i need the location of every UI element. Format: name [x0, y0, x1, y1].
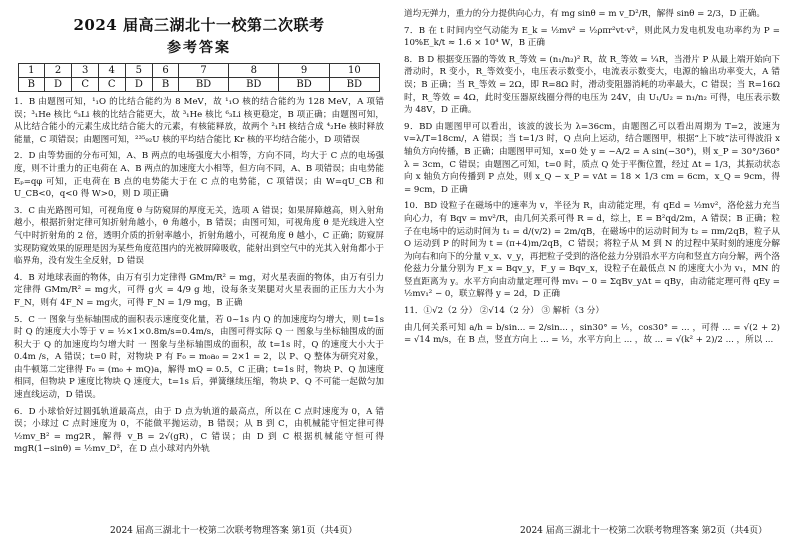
solution-paragraph: 道均无弹力，重力的分力提供向心力，有 mg sinθ = m v_D²/R，解得 sinθ = 2/3，D 正确。: [404, 9, 765, 19]
page-footer-right: 2024 届高三湖北十一校第二次联考物理答案 第2页（共4页）: [520, 526, 768, 536]
question-number: 7: [178, 64, 228, 78]
right-page: [404, 8, 780, 351]
exam-title: 2024 届高三湖北十一校第二次联考: [73, 16, 325, 34]
answer-cell: B: [153, 78, 179, 92]
answer-cell: D: [125, 78, 153, 92]
question-number: 5: [125, 64, 153, 78]
solution-paragraph: 4．B 对地球表面的物体，由万有引力定律得 GMm/R² = mg，对火星表面的物体，由万有引力定律得 GMm/R² = mg火，可得 g火 = 4/9 g 地，设每条支架腿对火星表面的正压力大小为 F_N，则有 4F_N = mg火，可得 F_N = 1/9 mg，B 正确: [14, 272, 384, 308]
answer-cell: BD: [178, 78, 228, 92]
question-number: 8: [229, 64, 279, 78]
solution-paragraph: 由几何关系可知 a/h = b/sin... = 2/sin... ，sin30° = ½，cos30° = ... ，可得 ... = √(2 + 2) = √14 m/s，在 B 点，竖直方向上 ... = ½，水平方向上 ... ，故 ... = √(k² + 2)/2 ... ，所以 ...: [404, 322, 780, 346]
answer-cell: BD: [279, 78, 329, 92]
page-footer-left: 2024 届高三湖北十一校第二次联考物理答案 第1页（共4页）: [110, 526, 358, 536]
question-number: 2: [44, 64, 72, 78]
solution-paragraph: 3．C 由光路图可知，可视角度 θ 与防窥屏的厚度无关，选项 A 错误；如果屏障越高，则入射角越小，根据折射定律可知折射角越小，θ 角越小，B 错误；由图可知，可视角度 θ 是光线进入空气中时折射角的 2 倍，透明介质的折射率越小，折射角越小，可视角度 θ 越小，C 正确；防窥屏实现防窥效果的原理是因为某些角度范围内的光被屏障吸收，能射出到空气中的光其入射角都小于临界角，没有发生全反射，D 错误: [14, 205, 384, 267]
question-number: 1: [19, 64, 45, 78]
question-number: 9: [279, 64, 329, 78]
answer-cell: C: [98, 78, 125, 92]
answer-table: [18, 63, 380, 92]
answer-cell: C: [72, 78, 99, 92]
solution-paragraph: 6．D 小球恰好过圆弧轨道最高点，由于 D 点为轨道的最高点，所以在 C 点时速度为 0，A 错误；小球过 C 点时速度为 0，不能做平抛运动，B 错误；从 B 到 C，由机械能守恒定律可得 ½mv_B² = mg2R，解得 v_B = 2√(gR)，C 错误；由 D 到 C 根据机械能守恒可得 mgR(1−sinθ) = ½mv_D²，在 D 点小球对内外轨: [14, 406, 384, 455]
left-page: [14, 8, 384, 460]
question-number: 6: [153, 64, 179, 78]
solution-paragraph: 9．BD 由题图甲可以看出，该波的波长为 λ=36cm，由题图乙可以看出周期为 T=2，波速为 v=λ/T=18cm/，A 错误；当 t=1/3 时，Q 点向上运动，结合题图甲，根据“上下坡”法可得波沿 x 轴负方向传播，B 正确；由题图甲可知，x=0 处 y = −A/2 = A sin(−30°)，则 x_P = 30°/360° λ = 3cm，C 错误；由题图乙可知，t=0 时，质点 Q 处于平衡位置，经过 Δt = 1/3，其振动状态向 x 轴负方向传播到 P 点处，则 x_Q − x_P = vΔt = 18 × 1/3 cm = 6cm，x_Q = 9cm，得 = 9cm，D 正确: [404, 121, 780, 195]
question-number: 10: [329, 64, 379, 78]
answer-cell: BD: [229, 78, 279, 92]
question-number: 3: [72, 64, 99, 78]
question-number: 4: [98, 64, 125, 78]
solution-paragraph: 10．BD 设粒子在磁场中的速率为 v，半径为 R，由动能定理，有 qEd = ½mv²，洛伦兹力充当向心力，有 Bqv = mv²/R，由几何关系可得 R = d，综上，E = B²qd/2m，A 错误；B 正确；粒子在电场中的运动时间为 t₁ = d/(v/2) = 2m/qB，在磁场中的运动时间为 t₂ = πm/2qB，粒子从 O 运动到 P 的时间为 t = (π+4)m/2qB，C 错误；将粒子从 M 到 N 的过程中某时刻的速度分解为向右和向下的分量 v_x、v_y，再把粒子受到的洛伦兹力分别沿水平方向和竖直方向分解，两个洛伦兹力分量分别为 F_x = Bqv_y，F_y = Bqv_x，设粒子在最低点 N 的速度大小为 v₁，MN 的竖直距离为 y。水平方向由动量定理可得 mv₁ − 0 = ΣqBv_yΔt = qBy，由动能定理可得 qEy = ½mv₁² − 0，联立解得 y = 2d，D 正确: [404, 201, 780, 300]
answer-key-heading: 参考答案: [167, 40, 231, 56]
solution-paragraph: 5．C 一 图象与坐标轴围成的面积表示速度变化量，若 0~1s 内 Q 的加速度均匀增大，则 t=1s 时 Q 的速度大小等于 v = ½×1×0.8m/s=0.4m/s，由图可得实际 Q 一 图象与坐标轴围成的面积大于 Q 的加速度均匀增大时 一 图象与坐标轴围成的面积，故 t=1s 时，Q 的速度大小大于 0.4m /s，A 错误；t=0 时，对物块 P 有 F₀ = m₀a₀ = 2×1 = 2，以 P、Q 整体为研究对象，由牛顿第二定律得 F₀ = (m₀ + mQ)a，解得 mQ = 0.5，C 正确；t=1s 时，物块 P、Q 加速度相同，但物块 P 速度比物块 Q 速度大，t=1s 后，弹簧继续压缩，物块 P、Q 不可能一起做匀加速直线运动，D 错误。: [14, 314, 384, 401]
answer-cell: B: [19, 78, 45, 92]
solution-paragraph: 2．D 由等势面的分布可知，A、B 两点的电场强度大小相等，方向不同，均大于 C 点的电场强度，则不计重力的正电荷在 A、B 两点的加速度大小相等，但方向不同，A、B 项错误；由电势能 Eₚ=qφ 可知，正电荷在 B 点的电势能大于在 C 点的电势能，C 项错误；由 W=qU_CB 和 U_CB<0，q<0 得 W>0，则 D 项正确: [14, 151, 384, 200]
answer-cell: BD: [329, 78, 379, 92]
answer-table-numbers-row: [19, 64, 380, 78]
answer-table-answers-row: [19, 78, 380, 92]
solution-paragraph: 7．B 在 t 时间内空气动能为 E_k = ½mv² = ½ρπr²vt·v²，则此风力发电机发电功率约为 P = 10%E_k/t ≈ 1.6 × 10⁴ W，B 正确: [404, 25, 780, 49]
solution-paragraph: 1．B 由题图可知，¹₁O 的比结合能约为 8 MeV，故 ¹₁O 核的结合能约为 128 MeV，A 项错误；³₁He 核比 ⁶₃Li 核的比结合能更大，故 ³₁He 核比 ⁶₃Li 核更稳定，B 项正确；由题图可知，从比结合能小的元素生成比结合能大的元素，有核能释放，故两个 ²₁H 核结合成 ⁴₂He 核时释放能量，C 项错误；由题图可知，²³⁵₉₂U 核的平均结合能比 Kr 核的平均结合能小，D 项错误: [14, 97, 384, 145]
solution-paragraph: 11．①√2（2 分） ②√14（2 分） ③ 解析（3 分）: [404, 306, 604, 317]
solution-paragraph: 8．B D 根据变压器的等效 R_等效 = (n₁/n₂)² R，故 R_等效 = ¼R，当滑片 P 从最上端开始向下滑动时，R 变小，R_等效变小，电压表示数变小，电流表示数变大，电源的输出功率变大，A 错误；B 正确；当 R_等效 = 2Ω，即 R=8Ω 时，滑动变阻器消耗的功率最大，C 错误；当 R=16Ω 时，R_等效 = 4Ω，此时变压器原线圈分得的电压为 24V，由 U₁/U₂ = n₁/n₂ 可得，电压表示数为 48V，D 正确。: [404, 54, 780, 116]
answer-cell: D: [44, 78, 72, 92]
